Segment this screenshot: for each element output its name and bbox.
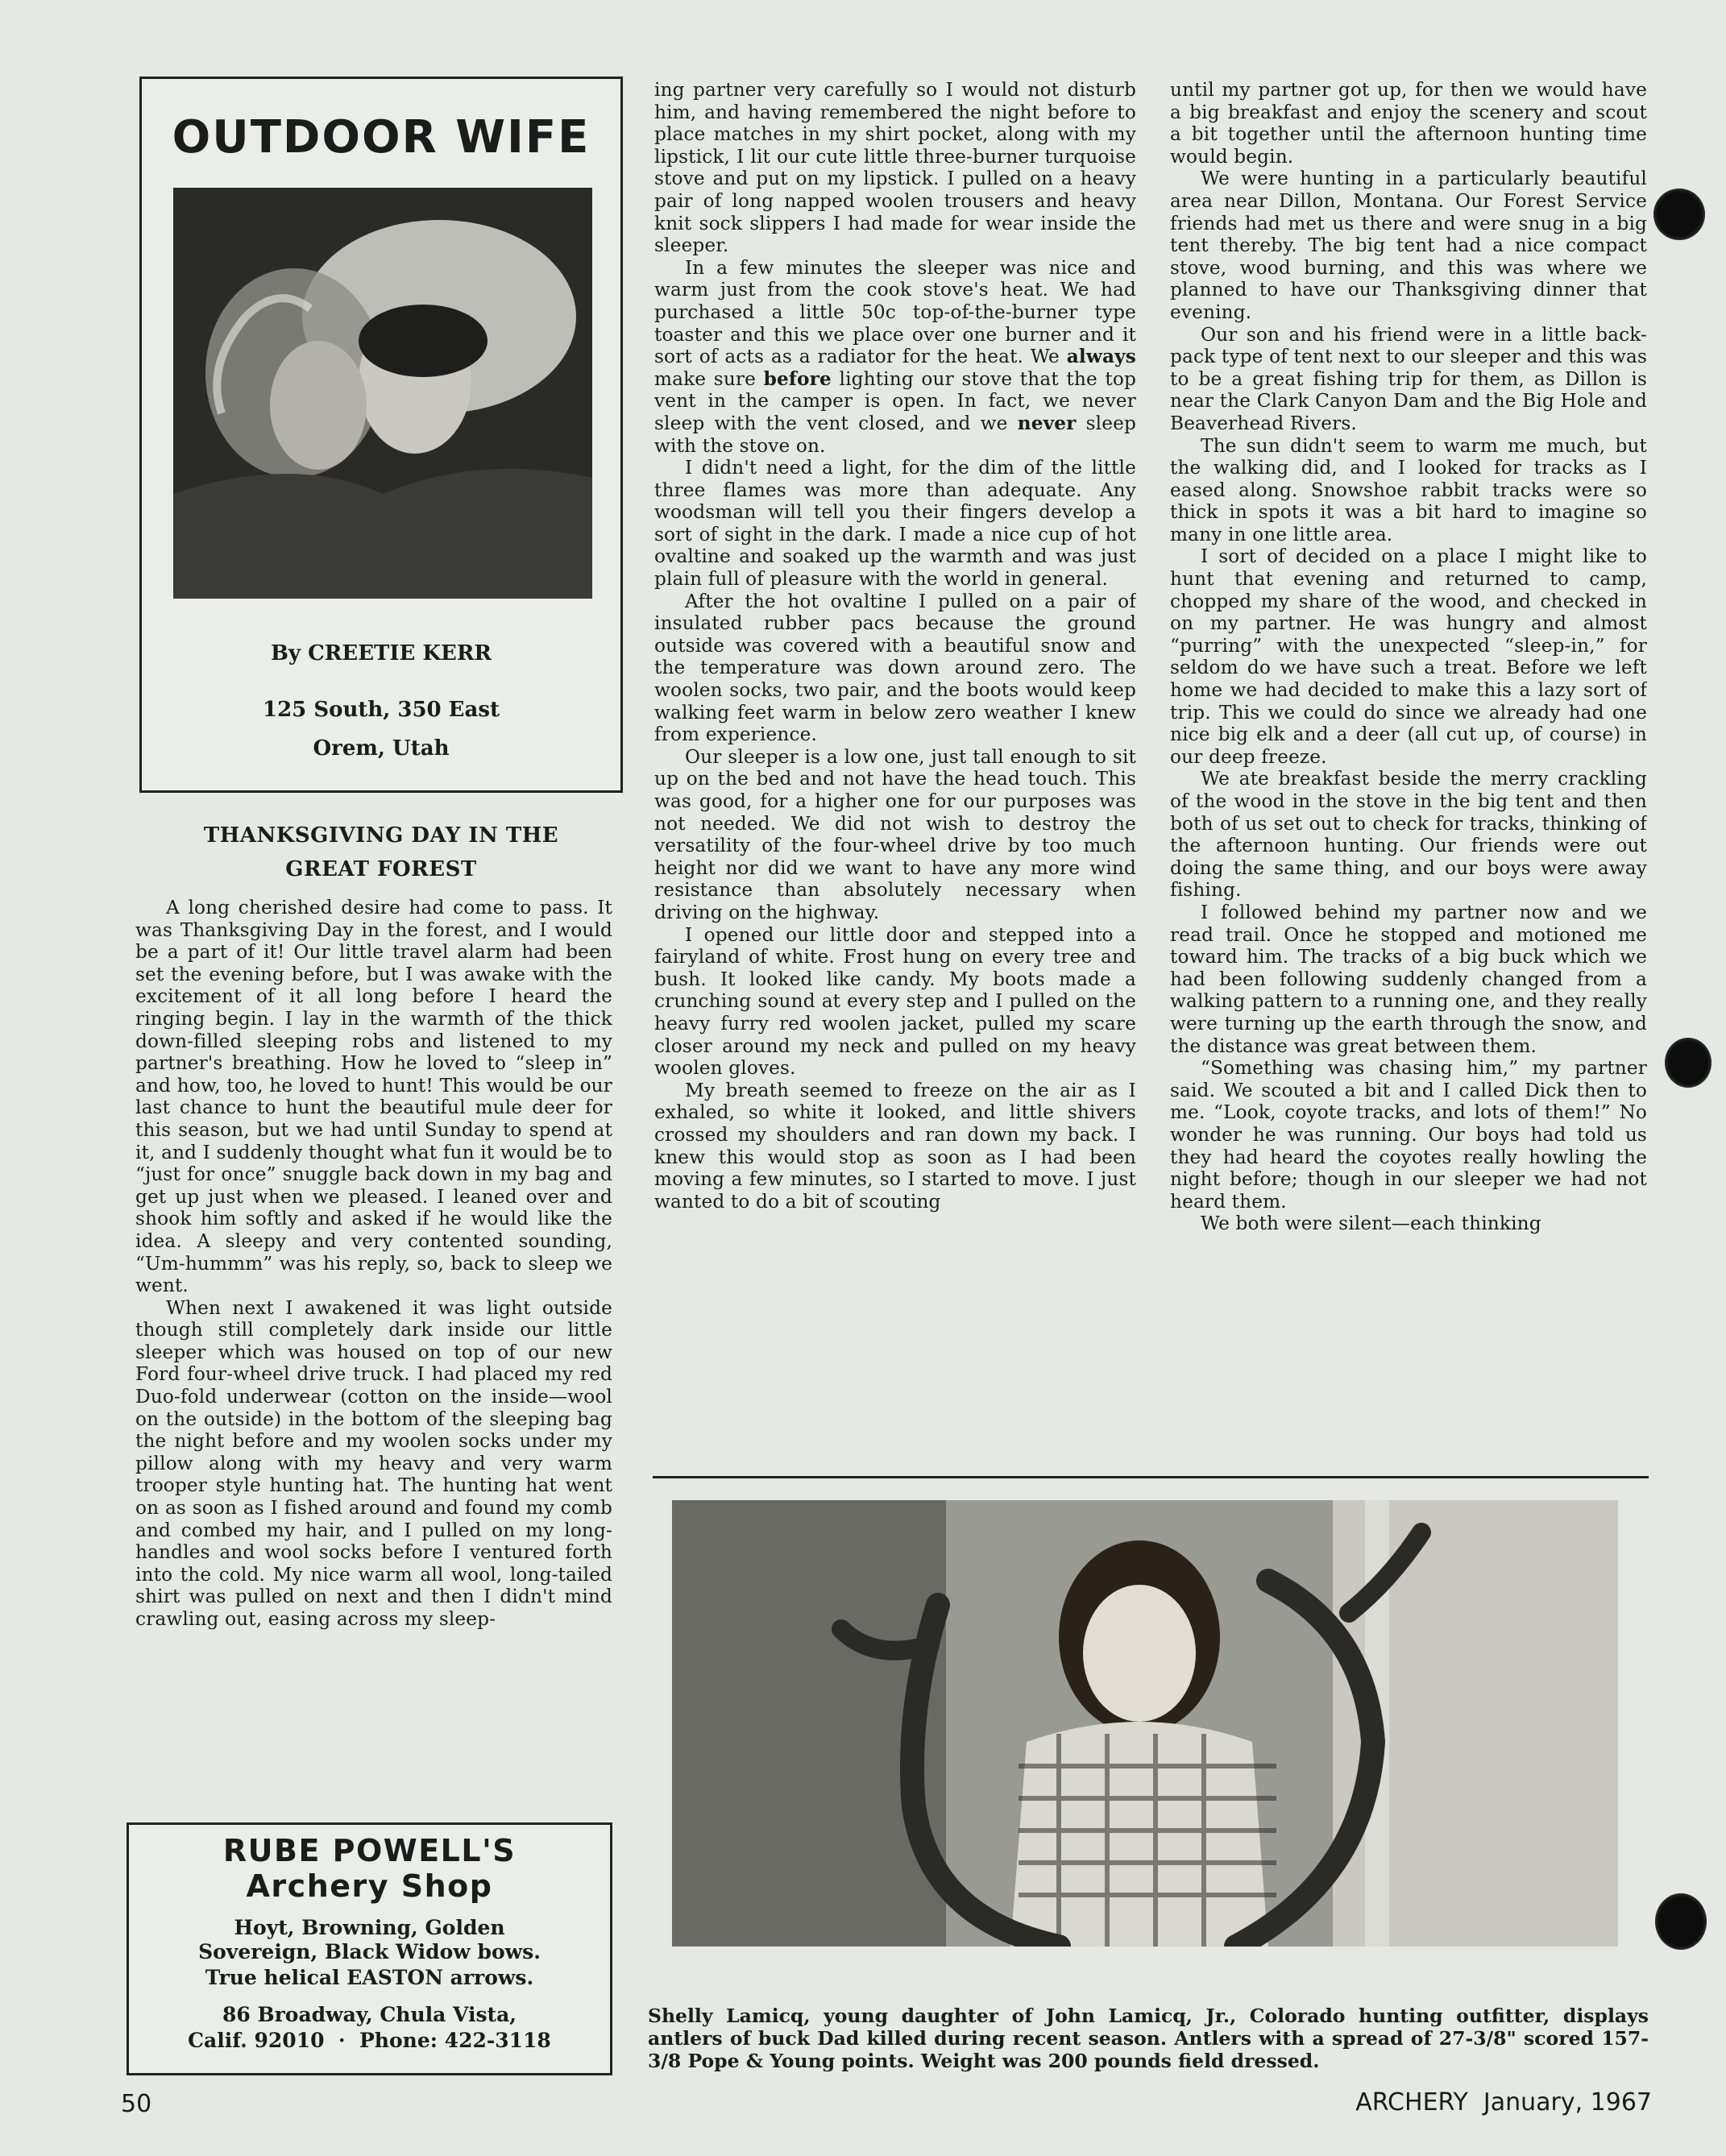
emphasis-always: always: [1066, 346, 1136, 368]
article-column-3: [1170, 79, 1647, 1462]
column-header-box: [139, 77, 623, 793]
article-paragraph: The sun didn't seem to warm me much, but the walking did, and I looked for tracks as I eased along. Snowshoe rabbit tracks were so thick in spots it was a bit hard to imagine so many in one little area.: [1170, 434, 1647, 545]
article-paragraph: A long cherished desire had come to pass. It was Thanksgiving Day in the forest, and I would be a part of it! Our little travel alarm had been set the evening before, but I was awake with the excitement of it all long before I heard the ringing begin. I lay in the warmth of the thick down-filled sleeping robs and listened to my partner's breathing. How he loved to “sleep in” and how, too, he loved to hunt! This would be our last chance to hunt the beautiful mule deer for this season, but we had until Sunday to spend at it, and I suddenly thought what fun it would be to “just for once” snuggle back down in my bag and get up just when we pleased. I leaned over and shook him softly and asked if he would like the idea. A sleepy and very contented sounding, “Um-hummm” was his reply, so, back to sleep we went.: [135, 897, 612, 1297]
article-paragraph: ing partner very carefully so I would not disturb him, and having remembered the night before to place matches in my shirt pocket, along with my lipstick, I lit our cute little three-burner turquoise stove and put on my lipstick. I pulled on a heavy pair of long napped woolen trousers and heavy knit sock slippers I had made for wear inside the sleeper.: [654, 79, 1136, 257]
emphasis-before: before: [763, 367, 832, 390]
text-run: In a few minutes the sleeper was nice and warm just from the cook stove's heat. We had purchased a little 50c top-of-the-burner type toaster and this we place over one burner and it sort of acts as a radiator for the heat. We: [654, 256, 1136, 368]
article-paragraph: We both were silent—each thinking: [1201, 1213, 1541, 1235]
publication-line: ARCHERY January, 1967: [1355, 2088, 1652, 2117]
ad-text-line2: Sovereign, Black Widow bows.: [198, 1940, 541, 1963]
binder-hole-middle: [1665, 1038, 1711, 1088]
article-heading: [139, 819, 623, 886]
binder-hole-top: [1653, 189, 1705, 240]
photo-caption: Shelly Lamicq, young daughter of John Lamicq, Jr., Colorado hunting outfitter, displays antlers of buck Dad killed during recent season. Antlers with a spread of 27-3/8" scored 157-3/8 Pope & Young points. Weight was 200 pounds field dressed.: [648, 2005, 1649, 2072]
article-paragraph: After the hot ovaltine I pulled on a pair of insulated rubber pacs because the ground outside was covered with a beautiful snow and the temperature was down around zero. The woolen socks, two pair, and the boots would keep walking feet warm in below zero weather I knew from experience.: [654, 590, 1136, 746]
ad-title-line2: Archery Shop: [246, 1868, 493, 1904]
article-paragraph: Our sleeper is a low one, just tall enough to sit up on the bed and not have the head touch. This was good, for a higher one for our purposes was not needed. We did not wish to destroy the versatility of the four-wheel drive by too much height nor did we want to have any more wind resistance than absolutely necessary when driving on the highway.: [654, 745, 1136, 923]
text-run: lighting our stove that the top vent in the camper is open. In fact, we never sleep with the vent closed, and we: [654, 367, 1136, 434]
advertisement-box: [127, 1822, 612, 2075]
article-paragraph: My breath seemed to freeze on the air as I exhaled, so white it looked, and little shivers crossed my shoulders and ran down my back. I knew this would stop as soon as I had been moving a few minutes, so I started to move. I just wanted to do a bit of scouting: [654, 1079, 1136, 1213]
ad-text-line3: True helical EASTON arrows.: [205, 1966, 534, 1989]
article-heading-line1: THANKSGIVING DAY IN THE: [203, 823, 559, 848]
article-paragraph: I opened our little door and stepped into a fairyland of white. Frost hung on every tree and bush. It looked like candy. My boots made a crunching sound at every step and I pulled on the heavy furry red woolen jacket, pulled my scare closer around my neck and pulled on my heavy woolen gloves.: [654, 923, 1136, 1080]
author-photo-illustration: [173, 188, 592, 599]
article-paragraph: I followed behind my partner now and we read trail. Once he stopped and motioned me toward him. The tracks of a big buck which we had been following suddenly changed from a walking pattern to a running one, and they really were turning up the earth through the snow, and the distance was great between them.: [1170, 901, 1647, 1057]
article-paragraph: until my partner got up, for then we would have a big breakfast and enjoy the scenery and scout a bit together until the afternoon hunting time would begin.: [1170, 79, 1647, 168]
article-paragraph: Our son and his friend were in a little back-pack type of tent next to our sleeper and this was to be a great fishing trip for them, as Dillon is near the Clark Canyon Dam and the Big Hole and Beaverhead Rivers.: [1170, 323, 1647, 434]
article-column-1: [135, 897, 612, 1801]
article-paragraph: [654, 257, 1136, 457]
article-paragraph: We were hunting in a particularly beautiful area near Dillon, Montana. Our Forest Service friends had met us there and were snug in a big tent thereby. The big tent had a nice compact stove, wood burning, and this was where we planned to have our Thanksgiving dinner that evening.: [1170, 168, 1647, 323]
ad-phone-line: Calif. 92010 · Phone: 422-3118: [188, 2029, 551, 2052]
article-heading-line2: GREAT FOREST: [285, 857, 477, 881]
author-address-line1: 125 South, 350 East: [263, 698, 500, 722]
author-address-line2: Orem, Utah: [313, 736, 450, 761]
article-paragraph: “Something was chasing him,” my partner said. We scouted a bit and I called Dick then to me. “Look, coyote tracks, and lots of them!” No wonder he was running. Our boys had told us they had heard the coyotes really howling the night before; though in our sleeper we had not heard them.: [1170, 1057, 1647, 1213]
article-paragraph: I sort of decided on a place I might like to hunt that evening and returned to camp, chopped my share of the wood, and checked in on my partner. He was hungry and almost “purring” with the unexpected “sleep-in,” for seldom do we have such a treat. Before we left home we had decided to make this a lazy sort of trip. This we could do since we already had one nice big elk and a deer (all cut up, of course) in our deep freeze.: [1170, 545, 1647, 768]
emphasis-never: never: [1017, 412, 1077, 434]
article-paragraph: We ate breakfast beside the merry crackling of the wood in the stove in the big tent and then both of us set out to check for tracks, thinking of the afternoon hunting. Our friends were out doing the same thing, and our boys were away fishing.: [1170, 768, 1647, 902]
text-run: sleep with the stove on.: [654, 412, 1136, 457]
page-number: 50: [121, 2090, 152, 2118]
binder-hole-bottom: [1655, 1893, 1707, 1950]
column-title: OUTDOOR WIFE: [172, 111, 591, 164]
article-column-2: [654, 79, 1136, 1462]
antlers-photo-illustration: [672, 1500, 1618, 1947]
text-run: make sure: [654, 367, 764, 390]
ad-text-line1: Hoyt, Browning, Golden: [234, 1916, 505, 1939]
author-photo: [173, 188, 592, 599]
ad-address-line: 86 Broadway, Chula Vista,: [222, 2003, 517, 2026]
author-byline: By CREETIE KERR: [270, 641, 492, 665]
antlers-photo: [672, 1500, 1618, 1947]
article-paragraph: When next I awakened it was light outside though still completely dark inside our little sleeper which was housed on top of our new Ford four-wheel drive truck. I had placed my red Duo-fold underwear (cotton on the inside—wool on the outside) in the bottom of the sleeping bag the night before and my woolen socks under my pillow along with my heavy and very warm trooper style hunting hat. The hunting hat went on as soon as I fished around and found my comb and combed my hair, and I pulled on my long-handles and wool socks before I ventured forth into the cold. My nice warm all wool, long-tailed shirt was pulled on next and then I didn't mind crawling out, easing across my sleep-: [135, 1296, 612, 1630]
section-divider: [653, 1476, 1649, 1478]
article-paragraph: I didn't need a light, for the dim of the little three flames was more than adequate. Any woodsman will tell you their fingers develop a sort of sight in the dark. I made a nice cup of hot ovaltine and soaked up the warmth and was just plain full of pleasure with the world in general.: [654, 457, 1136, 591]
ad-title-line1: RUBE POWELL'S: [222, 1833, 517, 1868]
